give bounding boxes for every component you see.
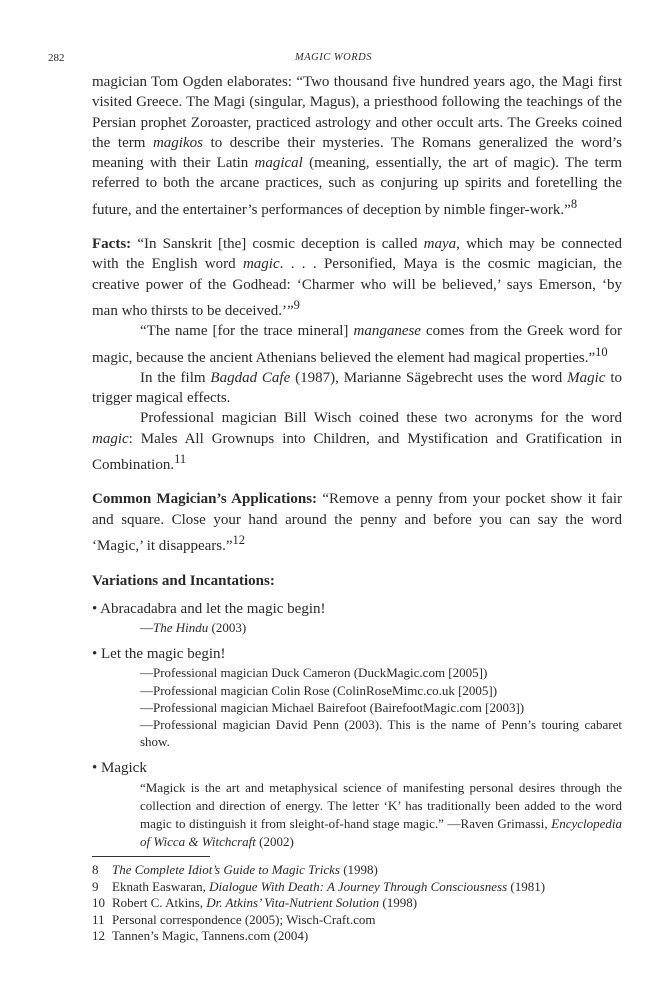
footnote-ref: 10 xyxy=(595,344,608,359)
list-item: • Abracadabra and let the magic begin! —The Hindu (2003) xyxy=(92,599,622,637)
footnote-ref: 9 xyxy=(293,297,300,312)
paragraph-ogden: magician Tom Ogden elaborates: “Two thousand five hundred years ago, the Magi first visited Greece. The Magi (singular, Magus), a priesthood following the teachings of the Persian prophet Zoroaster, practiced astrology and other occult arts. The Greeks coined the term magikos to describe their mysteries. The Romans generalized the word’s meaning with their Latin magical (meaning, essentially, the art of magic). The term referred to both the arcane practices, such as conjuring up spirits and foretelling the future, and the entertainer’s performances of deception by nimble finger-work.”$^8$ xyxy=(92,74,622,218)
footnotes xyxy=(92,862,622,945)
page-body xyxy=(92,72,622,851)
footnote-ref: 12 xyxy=(232,532,246,547)
variations-heading: Variations and Incantations: xyxy=(92,573,275,590)
applications-label: Common Magician’s Applications: xyxy=(92,491,318,508)
footnote-ref: 8 xyxy=(570,196,578,211)
paragraph-applications: Common Magician’s Applications: “Remove a penny from your pocket show it fair and square. Close your hand around the penny and before you can say the word ‘Magic,’ it disappears.”$^{12}$ xyxy=(92,491,623,554)
running-title: MAGIC WORDS xyxy=(295,52,372,63)
footnote-divider xyxy=(92,856,210,857)
paragraph-film: In the film Bagdad Cafe (1987), Marianne Sägebrecht uses the word Magic to trigger magical effects. xyxy=(92,369,622,407)
block-quote: “Magick is the art and metaphysical science of manifesting personal desires through the collection and direction of energy. The letter ‘K’ has traditionally been added to the word magic to distinguish it from sleight-of-hand stage magic.” —Raven Grimassi, Encyclopedia of Wicca & Witchcraft (2002) xyxy=(140,779,622,850)
facts-label: Facts: xyxy=(92,236,132,253)
paragraph-manganese: “The name [for the trace mineral] manganese comes from the Greek word for magic, because the ancient Athenians believed the element had magical properties.”$^{10}$ xyxy=(92,323,623,366)
footnote: 11 Personal correspondence (2005); Wisch-Craft.com xyxy=(92,911,376,927)
paragraph-wisch: Professional magician Bill Wisch coined these two acronyms for the word magic: Males All Grownups into Children, and Mystification and Gratification in Combination.$^{11}$ xyxy=(92,410,622,474)
attribution: —Professional magician Michael Bairefoot (BairefootMagic.com [2003]) xyxy=(140,699,525,715)
attribution: —Professional magician David Penn (2003). This is the name of Penn’s touring cabaret show. xyxy=(140,716,622,750)
footnote: 12 Tannen’s Magic, Tannens.com (2004) xyxy=(92,928,309,944)
list-item: • Let the magic begin! —Professional magician Duck Cameron (DuckMagic.com [2005]) —Professional magician Colin Rose (ColinRoseMimc.co.uk [2005]) —Professional magician Michael Bairefoot (BairefootMagic.com [2003]) —Professional magician David Penn (2003). This is the name of Penn’s touring cabaret show. xyxy=(92,646,622,750)
footnote: 9 Eknath Easwaran, Dialogue With Death: A Journey Through Consciousness (1981) xyxy=(92,878,546,894)
attribution: —Professional magician Colin Rose (ColinRoseMimc.co.uk [2005]) xyxy=(140,682,498,698)
paragraph-facts: Facts: “In Sanskrit [the] cosmic deception is called maya, which may be connected with the English word magic. . . . Personified, Maya is the cosmic magician, the creative power of the Godhead: ‘Charmer who will be believed,’ says Emerson, ‘by man who thirsts to be deceived.’”$^9$ xyxy=(92,236,623,319)
list-item: • Magick “Magick is the art and metaphysical science of manifesting personal desires through the collection and direction of energy. The letter ‘K’ has traditionally been added to the word magic to distinguish it from sleight-of-hand stage magic.” —Raven Grimassi, Encyclopedia of Wicca & Witchcraft (2002) xyxy=(92,758,622,851)
footnote: 8 The Complete Idiot’s Guide to Magic Tricks (1998) xyxy=(92,862,378,877)
footnote-ref: 11 xyxy=(174,452,187,467)
page-number: 282 xyxy=(48,52,65,64)
footnote: 10 Robert C. Atkins, Dr. Atkins’ Vita-Nutrient Solution (1998) xyxy=(92,895,418,911)
attribution: —The Hindu (2003) xyxy=(140,619,247,635)
running-header xyxy=(0,52,667,68)
attribution: —Professional magician Duck Cameron (DuckMagic.com [2005]) xyxy=(140,665,488,681)
